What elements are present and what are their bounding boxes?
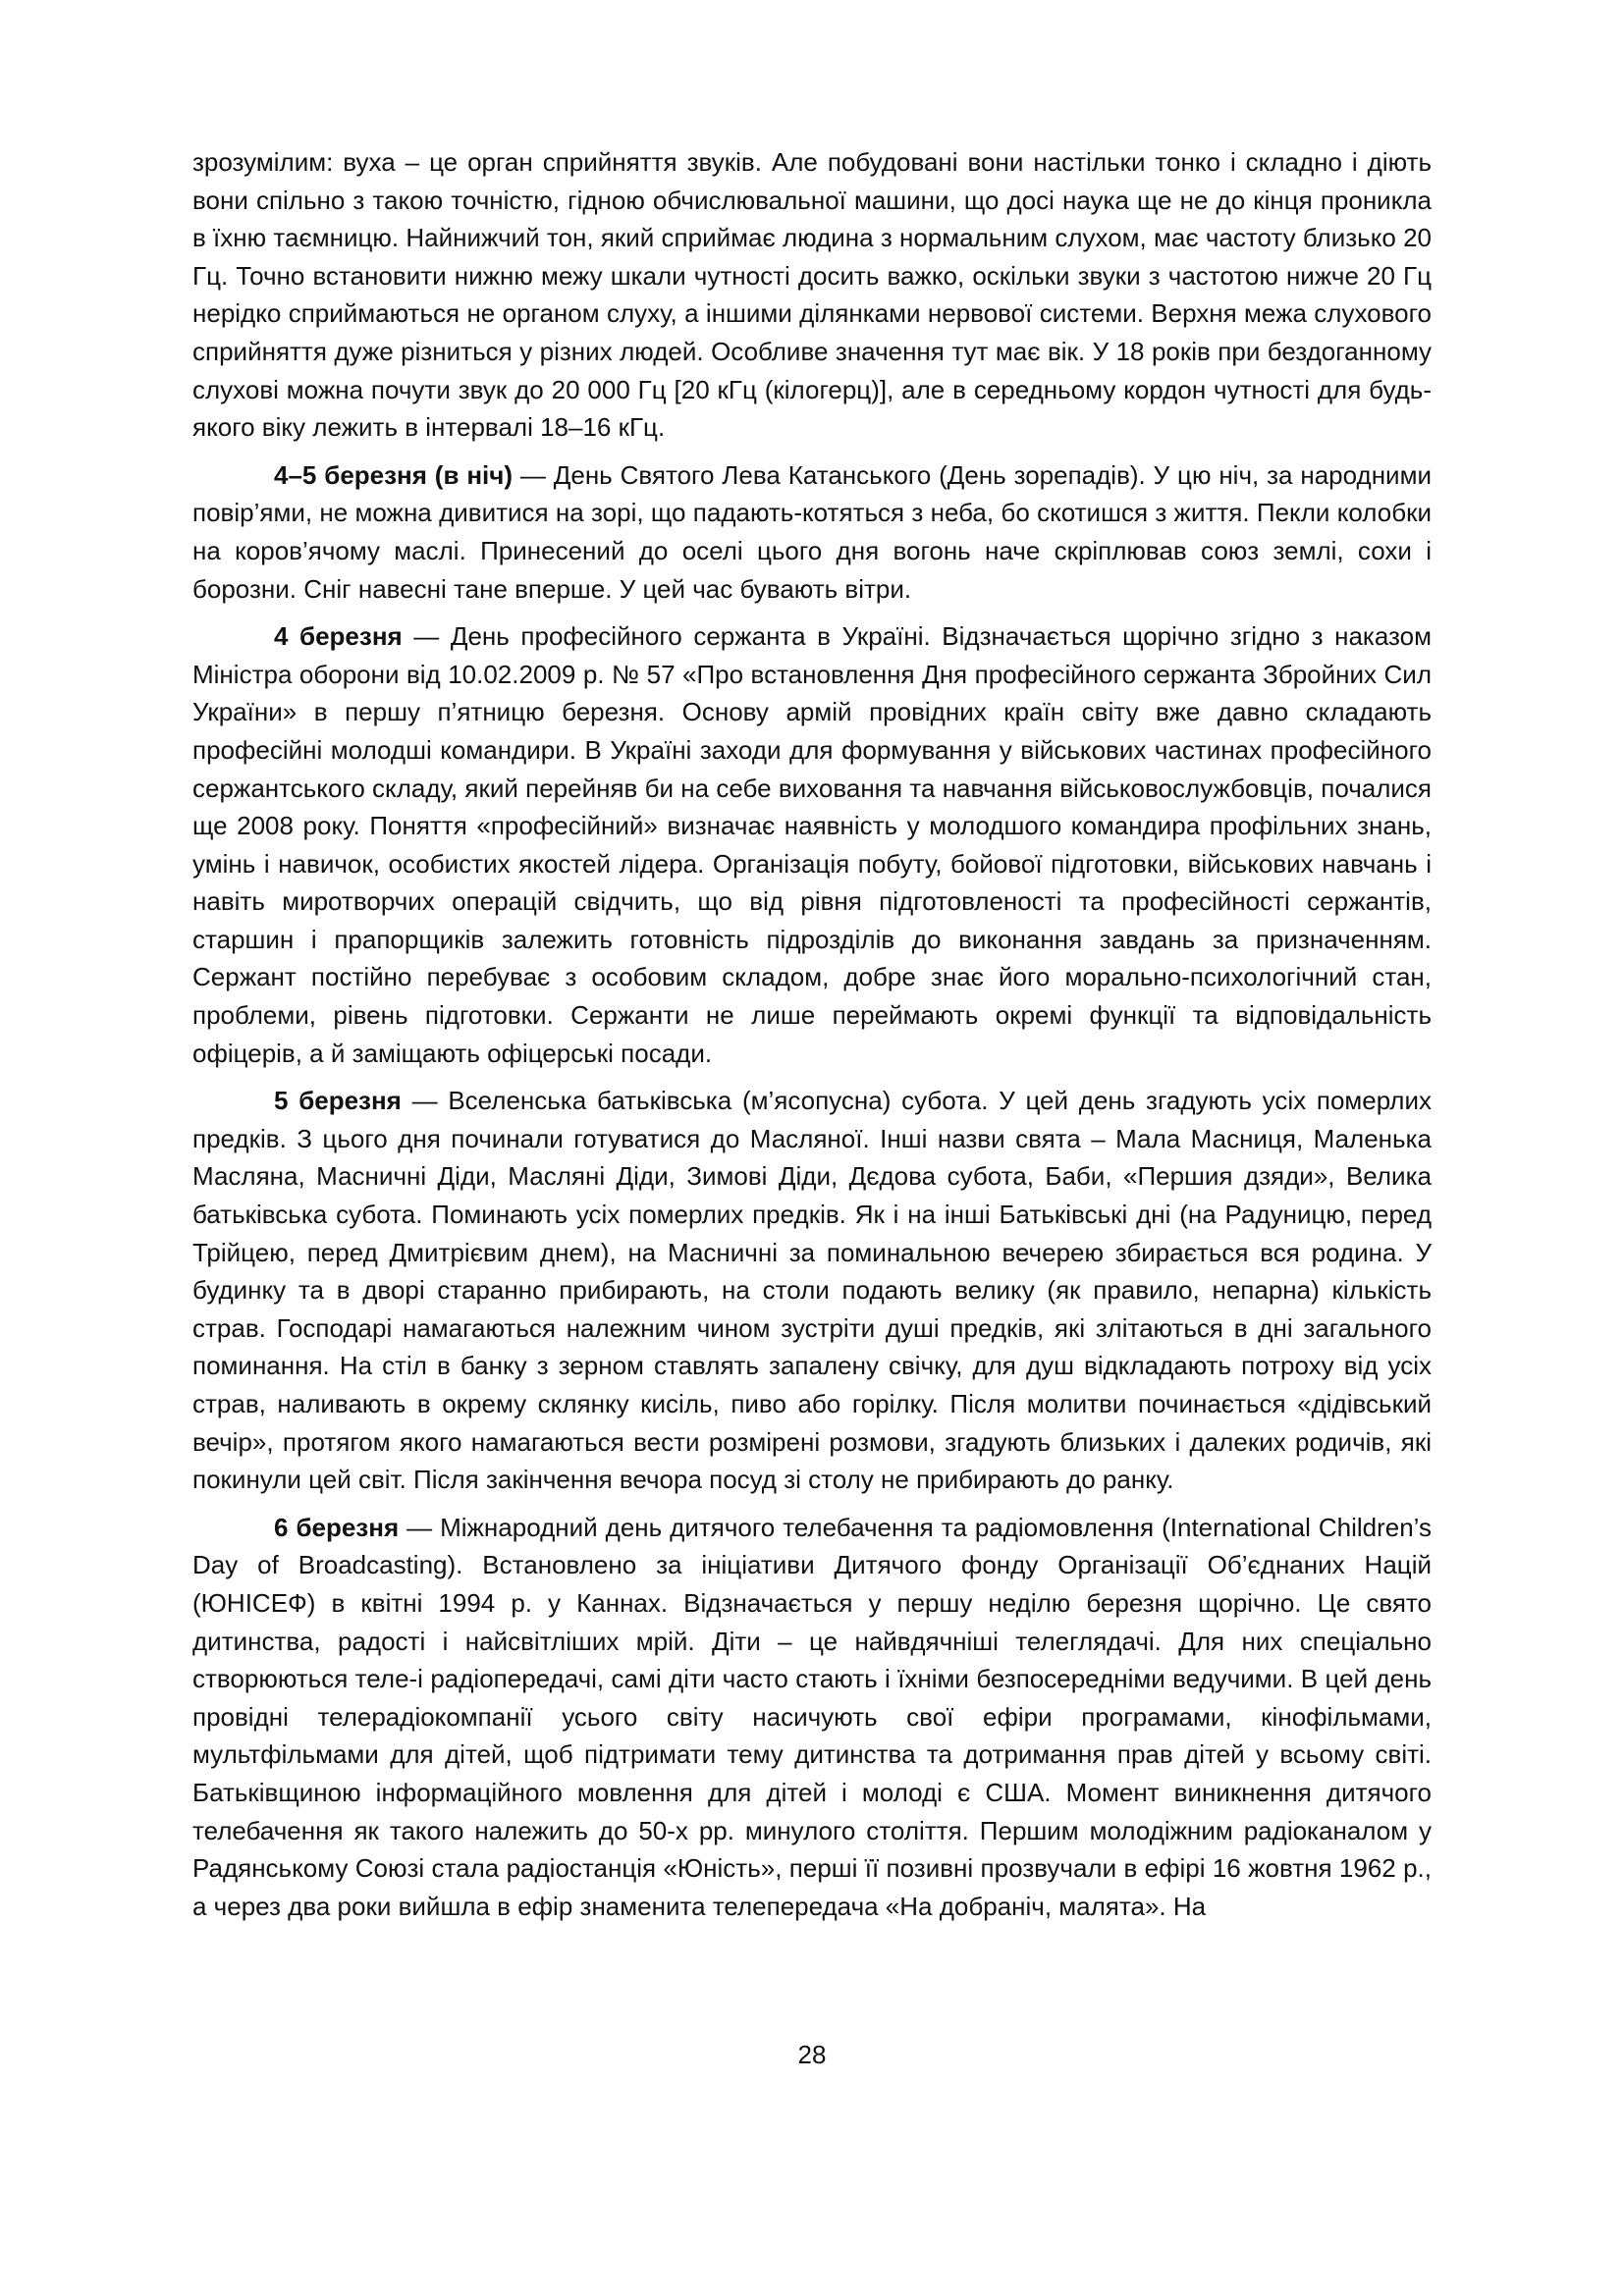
paragraph-text: зрозумілим: вуха – це орган сприйняття звуків. Але побудовані вони настільки тонко і складно і діють вони спільно з такою точністю, гідною обчислювальної машини, що досі наука ще не до кінця проникла в їхню таємницю. Найнижчий тон, який сприймає людина з нормальним слухом, має частоту близько 20 Гц. Точно встановити нижню межу шкали чутності досить важко, оскільки звуки з частотою нижче 20 Гц нерідко сприймаються не органом слуху, а іншими ділянками нервової системи. Верхня межа слухового сприйняття дуже різниться у різних людей. Особливе значення тут має вік. У 18 років при бездоганному слухові можна почути звук до 20 000 Гц [20 кГц (кілогерц)], але в середньому кордон чутності для будь-якого віку лежить в інтервалі 18–16 кГц. bbox=[192, 147, 1432, 443]
paragraph-march-4-5 bbox=[192, 456, 1432, 608]
paragraph-text: — Вселенська батьківська (м’ясопусна) субота. У цей день згадують усіх померлих предків. З цього дня починали готуватися до Масляної. Інші назви свята – Мала Масниця, Маленька Масляна, Масничні Діди, Масляні Діди, Зимові Діди, Дєдова субота, Баби, «Першия дзяди», Велика батьківська субота. Поминають усіх померлих предків. Як і на інші Батьківські дні (на Радуницю, перед Трійцею, перед Дмитрієвим днем), на Масничні за поминальною вечерею збирається вся родина. У будинку та в дворі старанно прибирають, на столи подають велику (як правило, непарна) кількість страв. Господарі намагаються належним чином зустріти душі предків, які злітаються в дні загального поминання. На стіл в банку з зерном ставлять запалену свічку, для душ відкладають потроху від усіх страв, наливають в окрему склянку кисіль, пиво або горілку. Після молитви починається «дідівський вечір», протягом якого намагаються вести розмірені розмови, згадують близьких і далеких родичів, які покинули цей світ. Після закінчення вечора посуд зі столу не прибирають до ранку. bbox=[192, 1086, 1432, 1495]
paragraph-text: — Міжнародний день дитячого телебачення та радіомовлення (International Children’s Day of Broadcasting). Встановлено за ініціативи Дитячого фонду Організації Об’єднаних Націй (ЮНІСЕФ) в квітні 1994 р. у Каннах. Відзначається у першу неділю березня щорічно. Це свято дитинства, радості і найсвітліших мрій. Діти – це найвдячніші телеглядачі. Для них спеціально створюються теле-і радіопередачі, самі діти часто стають і їхніми безпосередніми ведучими. В цей день провідні телерадіокомпанії усього світу насичують свої ефіри програмами, кінофільмами, мультфільмами для дітей, щоб підтримати тему дитинства та дотримання прав дітей у всьому світі. Батьківщиною інформаційного мовлення для дітей і молоді є США. Момент виникнення дитячого телебачення як такого належить до 50-х рр. минулого століття. Першим молодіжним радіоканалом у Радянському Союзі стала радіостанція «Юність», перші її позивні прозвучали в ефірі 16 жовтня 1962 р., а через два роки вийшла в ефір знаменита телепередача «На добраніч, малята». На bbox=[192, 1512, 1432, 1921]
paragraph-march-4 bbox=[192, 617, 1432, 1072]
entry-date: 6 березня bbox=[274, 1512, 400, 1542]
paragraph-text: — День професійного сержанта в Україні. Відзначається щорічно згідно з наказом Міністра оборони від 10.02.2009 р. № 57 «Про встановлення Дня професійного сержанта Збройних Сил України» в першу п’ятницю березня. Основу армій провідних країн світу вже давно складають професійні молодші командири. В Україні заходи для формування у військових частинах професійного сержантського складу, який перейняв би на себе виховання та навчання військовослужбовців, почалися ще 2008 року. Поняття «професійний» визначає наявність у молодшого командира профільних знань, умінь і навичок, особистих якостей лідера. Організація побуту, бойової підготовки, військових навчань і навіть миротворчих операцій свідчить, що від рівня підготовленості та професійності сержантів, старшин і прапорщиків залежить готовність підрозділів до виконання завдань за призначенням. Сержант постійно перебуває з особовим складом, добре знає його морально-психологічний стан, проблеми, рівень підготовки. Сержанти не лише переймають окремі функції та відповідальність офіцерів, а й заміщають офіцерські посади. bbox=[192, 621, 1432, 1068]
entry-date: 4 березня bbox=[274, 621, 403, 652]
paragraph-march-6 bbox=[192, 1509, 1432, 1926]
entry-date: 5 березня bbox=[274, 1086, 402, 1116]
paragraph-march-5 bbox=[192, 1082, 1432, 1499]
paragraph-hearing bbox=[192, 143, 1432, 447]
entry-date: 4–5 березня (в ніч) bbox=[274, 459, 513, 490]
document-page bbox=[192, 143, 1432, 2126]
paragraph-text: — День Святого Лева Катанського (День зорепадів). У цю ніч, за народними повір’ями, не можна дивитися на зорі, що падають-котяться з неба, бо скотишся з життя. Пекли колобки на коров’ячому маслі. Принесений до оселі цього дня вогонь наче скріплював союз землі, сохи і борозни. Сніг навесні тане вперше. У цей час бувають вітри. bbox=[192, 459, 1432, 604]
page-number: 28 bbox=[797, 2040, 827, 2069]
